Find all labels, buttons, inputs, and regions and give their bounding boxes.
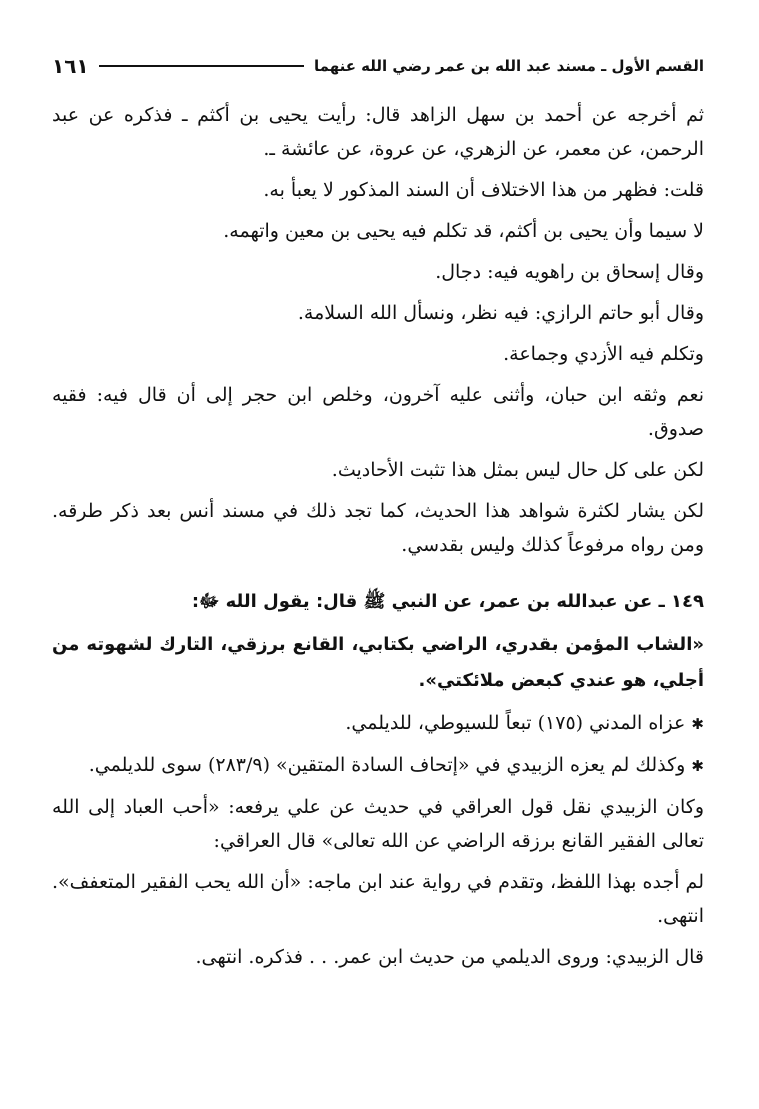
star-bullet-icon: ✱ <box>691 757 704 775</box>
paragraph: لم أجده بهذا اللفظ، وتقدم في رواية عند ابن ماجه: «أن الله يحب الفقير المتعفف». انتهى. <box>52 871 704 927</box>
hadith-text: «الشاب المؤمن بقدري، الراضي بكتابي، القانع برزقي، التارك لشهوته من أجلي، هو عندي كبعض ملائكتي». <box>52 634 704 691</box>
paragraph: وتكلم فيه الأزدي وجماعة. <box>503 343 704 365</box>
paragraph: وقال أبو حاتم الرازي: فيه نظر، ونسأل الله السلامة. <box>297 302 704 324</box>
paragraph: قلت: فظهر من هذا الاختلاف أن السند المذكور لا يعبأ به. <box>263 179 704 201</box>
hadith-heading: ١٤٩ ـ عن عبدالله بن عمر، عن النبي ﷺ قال: يقول الله ﷻ: <box>191 591 704 612</box>
page-number: ١٦١ <box>52 54 89 78</box>
paragraph: لكن يشار لكثرة شواهد هذا الحديث، كما تجد ذلك في مسند أنس بعد ذكر طرقه. ومن رواه مرفوعاً كذلك وليس بقدسي. <box>52 500 704 556</box>
note-item <box>52 706 704 741</box>
paragraph: وقال إسحاق بن راهويه فيه: دجال. <box>435 261 704 283</box>
paragraph: وكان الزبيدي نقل قول العراقي في حديث عن علي يرفعه: «أحب العباد إلى الله تعالى الفقير القانع برزقه الراضي عن الله تعالى» قال العراقي: <box>52 796 704 852</box>
paragraph: نعم وثقه ابن حبان، وأثنى عليه آخرون، وخلص ابن حجر إلى أن قال فيه: فقيه صدوق. <box>52 384 704 440</box>
star-bullet-icon: ✱ <box>691 715 704 733</box>
running-header <box>52 40 704 92</box>
page-body <box>52 98 704 974</box>
paragraph: قال الزبيدي: وروى الديلمي من حديث ابن عمر. . . فذكره. انتهى. <box>195 946 704 968</box>
paragraph: ثم أخرجه عن أحمد بن سهل الزاهد قال: رأيت يحيى بن أكثم ـ فذكره عن عبد الرحمن، عن معمر، عن الزهري، عن عروة، عن عائشة ـ. <box>52 104 704 160</box>
paragraph: لكن على كل حال ليس بمثل هذا تثبت الأحاديث. <box>331 459 704 481</box>
note-text: عزاه المدني (١٧٥) تبعاً للسيوطي، للديلمي. <box>345 712 686 734</box>
note-text: وكذلك لم يعزه الزبيدي في «إتحاف السادة المتقين» (٢٨٣/٩) سوى للديلمي. <box>88 754 686 776</box>
paragraph: لا سيما وأن يحيى بن أكثم، قد تكلم فيه يحيى بن معين واتهمه. <box>223 220 704 242</box>
header-title: القسم الأول ـ مسند عبد الله بن عمر رضي الله عنهما <box>314 57 704 75</box>
note-item <box>52 748 704 783</box>
book-page <box>52 40 704 1069</box>
header-rule <box>99 65 304 67</box>
